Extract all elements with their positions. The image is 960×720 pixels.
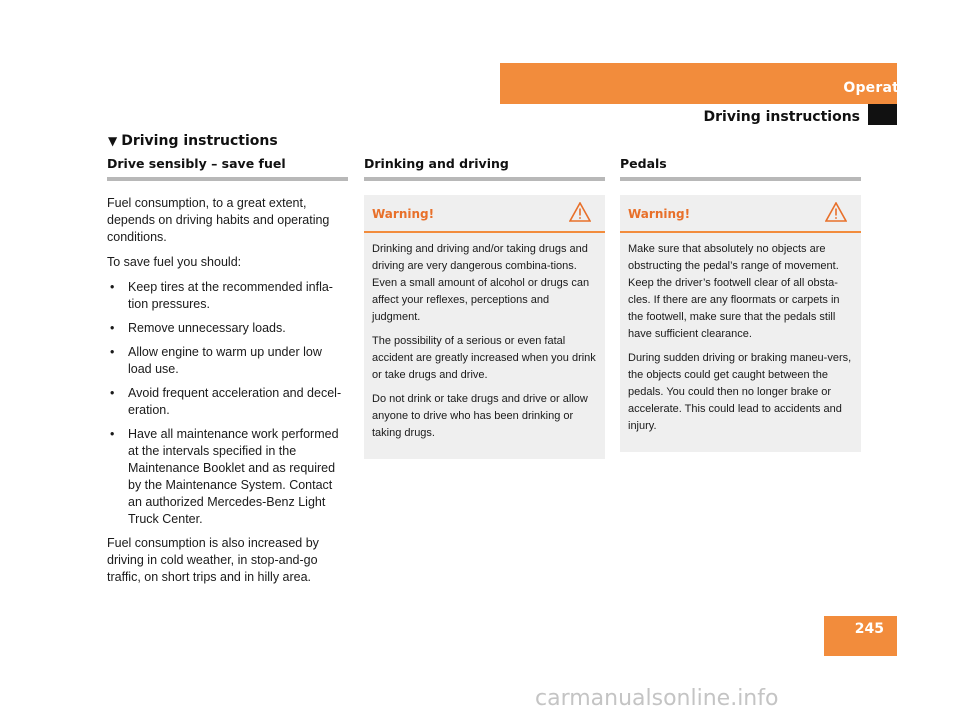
watermark: carmanualsonline.info xyxy=(535,686,779,711)
warning-paragraph: The possibility of a serious or even fatal accident are greatly increased when you drink or take drugs and drive. xyxy=(372,335,596,381)
warning-triangle-icon xyxy=(825,202,847,227)
pedals-warning-box xyxy=(620,195,861,452)
fuel-column xyxy=(107,156,348,594)
header-band xyxy=(500,63,897,104)
drinking-column-title: Drinking and driving xyxy=(364,156,605,181)
pedals-column xyxy=(620,156,861,452)
header-section-title: Operation xyxy=(843,80,924,96)
list-item: • Have all maintenance work performed at the intervals specified in the Maintenance Booklet and as required by the Maintenance System. Contact an authorized Mercedes-Benz Light Truck Center. xyxy=(107,426,348,528)
fuel-intro: Fuel consumption, to a great extent, depends on driving habits and operating conditions. xyxy=(107,196,330,244)
page-number-box xyxy=(824,616,897,656)
warning-body xyxy=(620,233,861,435)
section-heading-text: Driving instructions xyxy=(121,133,278,149)
fuel-tips-list xyxy=(107,279,348,528)
warning-paragraph: Drinking and driving and/or taking drugs and driving are very dangerous combina-tions. Even a small amount of alcohol or drugs can affect your reflexes, perceptions and judgment. xyxy=(372,243,590,323)
fuel-lead: To save fuel you should: xyxy=(107,255,242,269)
fuel-column-title: Drive sensibly – save fuel xyxy=(107,156,348,181)
page-number: 245 xyxy=(854,621,884,637)
warning-label: Warning! xyxy=(372,207,435,221)
warning-paragraph: During sudden driving or braking maneu-vers, the objects could get caught between the pedals. You could then no longer brake or accelerate. This could lead to accidents and injury. xyxy=(628,352,852,432)
drinking-column xyxy=(364,156,605,459)
list-item: • Remove unnecessary loads. xyxy=(107,320,348,337)
pedals-column-title: Pedals xyxy=(620,156,861,181)
warning-paragraph: Do not drink or take drugs and drive or allow anyone to drive who has been drinking or taking drugs. xyxy=(372,393,588,439)
list-item: • Keep tires at the recommended infla-tion pressures. xyxy=(107,279,348,313)
drinking-warning-box xyxy=(364,195,605,459)
list-item: • Allow engine to warm up under low load use. xyxy=(107,344,348,378)
fuel-closing: Fuel consumption is also increased by driving in cold weather, in stop-and-go traffic, on short trips and in hilly area. xyxy=(107,536,319,584)
warning-header xyxy=(620,195,861,233)
header-marker xyxy=(868,104,897,125)
warning-triangle-icon xyxy=(569,202,591,227)
warning-label: Warning! xyxy=(628,207,691,221)
warning-paragraph: Make sure that absolutely no objects are obstructing the pedal’s range of movement. Keep the driver’s footwell clear of all obsta-cles. If there are any floormats or carpets in the footwell, make sure that the pedals still have sufficient clearance. xyxy=(628,243,840,340)
triangle-down-icon: ▼ xyxy=(108,134,118,148)
header-subsection-title: Driving instructions xyxy=(703,109,860,125)
warning-body xyxy=(364,233,605,442)
section-heading xyxy=(108,133,278,149)
list-item: • Avoid frequent acceleration and decel-eration. xyxy=(107,385,348,419)
warning-header xyxy=(364,195,605,233)
